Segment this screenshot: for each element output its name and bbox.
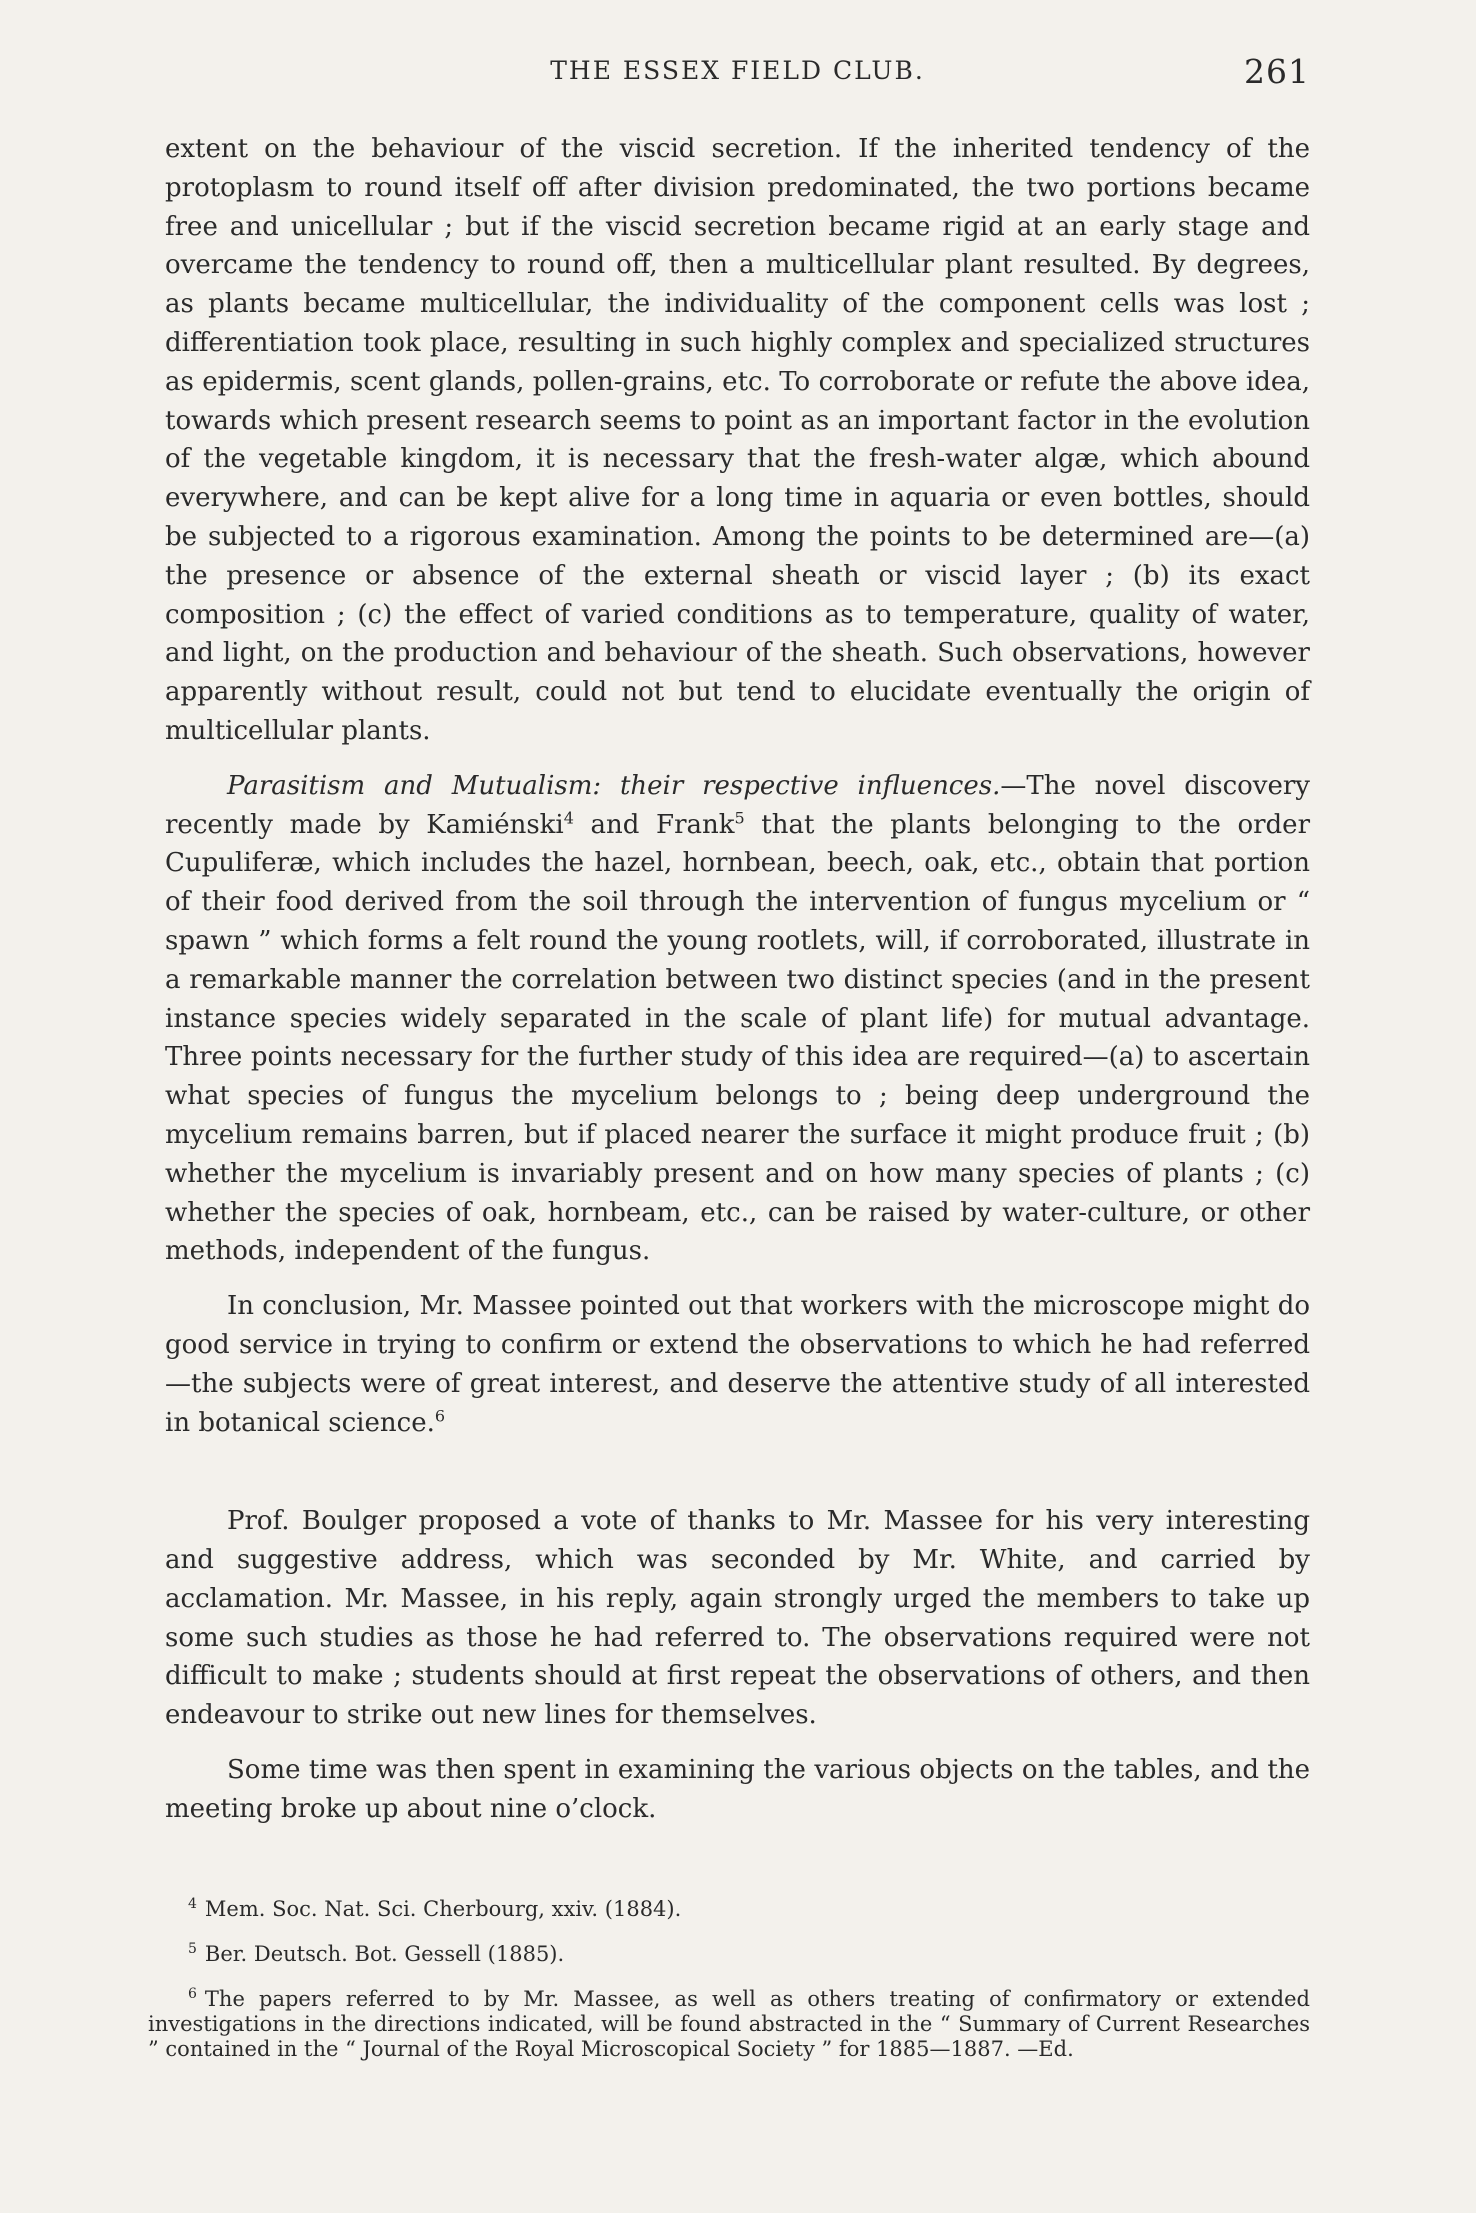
footnote-4	[148, 1897, 1310, 1922]
footnote-ref-5: 5	[734, 807, 745, 827]
running-title: THE ESSEX FIELD CLUB.	[550, 56, 925, 85]
paragraph-meeting-close: Some time was then spent in examining the various objects on the tables, and the meeting broke up about nine o’clock.	[165, 1755, 1310, 1824]
footnote-6	[148, 1987, 1310, 2062]
page-number: 261	[1244, 52, 1310, 91]
footnotes	[148, 1897, 1310, 2062]
footnote-mark: 5	[188, 1941, 197, 1957]
paragraph-vote-of-thanks: Prof. Boulger proposed a vote of thanks to Mr. Massee for his very interesting and suggestive address, which was seconded by Mr. White, and carried by acclamation. Mr. Massee, in his reply, again strongly urged the members to take up some such studies as those he had referred to. The observations required were not difficult to make ; students should at first repeat the observations of others, and then endeavour to strike out new lines for themselves.	[165, 1506, 1310, 1731]
paragraph-text: In conclusion, Mr. Massee pointed out that workers with the microscope might do good service in trying to confirm or extend the observations to which he had referred—the subjects were of great interest, and deserve the attentive study of all interested in botanical science.	[165, 1291, 1310, 1438]
footnote-5	[148, 1942, 1310, 1967]
paragraph-text: —The novel discovery recently made by Kamiénski	[165, 770, 1310, 840]
footnote-text: The papers referred to by Mr. Massee, as well as others treating of confirmatory or extended investigations in the directions indicated, will be found abstracted in the “ Summary of Current Researches ” contained in the “ Journal of the Royal Microscopical Society ” for 1885—1887. —Ed.	[148, 1987, 1310, 2061]
footnote-text: Ber. Deutsch. Bot. Gessell (1885).	[204, 1942, 565, 1966]
body-text	[165, 130, 1310, 1829]
section-lead-heading: Parasitism and Mutualism: their respective influences.	[227, 770, 1001, 801]
paragraph-conclusion	[165, 1287, 1310, 1442]
paragraph-text: that the plants belonging to the order Cupuliferæ, which includes the hazel, hornbean, beech, oak, etc., obtain that portion of their food derived from the soil through the intervention of fungus mycelium or “ spawn ” which forms a felt round the young rootlets, will, if corroborated, illustrate in a remarkable manner the correlation between two distinct species (and in the present instance species widely separated in the scale of plant life) for mutual advantage. Three points necessary for the further study of this idea are required—(a) to ascertain what species of fungus the mycelium belongs to ; being deep underground the mycelium remains barren, but if placed nearer the surface it might produce fruit ; (b) whether the mycelium is invariably present and on how many species of plants ; (c) whether the species of oak, hornbeam, etc., can be raised by water-culture, or other methods, independent of the fungus.	[165, 809, 1310, 1267]
paragraph-text: and Frank	[573, 809, 735, 840]
running-header	[165, 52, 1310, 92]
footnote-ref-4: 4	[563, 807, 574, 827]
footnote-mark: 6	[188, 1986, 197, 2002]
footnote-ref-6: 6	[434, 1405, 446, 1425]
footnote-mark: 4	[188, 1896, 197, 1912]
footnote-text: Mem. Soc. Nat. Sci. Cherbourg, xxiv. (1884).	[204, 1897, 682, 1921]
paragraph-parasitism	[165, 767, 1310, 1271]
paragraph-viscid-secretion: extent on the behaviour of the viscid secretion. If the inherited tendency of the protoplasm to round itself off after division predominated, the two portions became free and unicellular ; but if the viscid secretion became rigid at an early stage and overcame the tendency to round off, then a multicellular plant resulted. By degrees, as plants became multicellular, the individuality of the component cells was lost ; differentiation took place, resulting in such highly complex and specialized structures as epidermis, scent glands, pollen-grains, etc. To corroborate or refute the above idea, towards which present research seems to point as an important factor in the evolution of the vegetable kingdom, it is necessary that the fresh-water algæ, which abound everywhere, and can be kept alive for a long time in aquaria or even bottles, should be subjected to a rigorous examination. Among the points to be determined are—(a) the presence or absence of the external sheath or viscid layer ; (b) its exact composition ; (c) the effect of varied conditions as to temperature, quality of water, and light, on the production and behaviour of the sheath. Such observations, however apparently without result, could not but tend to elucidate eventually the origin of multicellular plants.	[165, 134, 1310, 746]
